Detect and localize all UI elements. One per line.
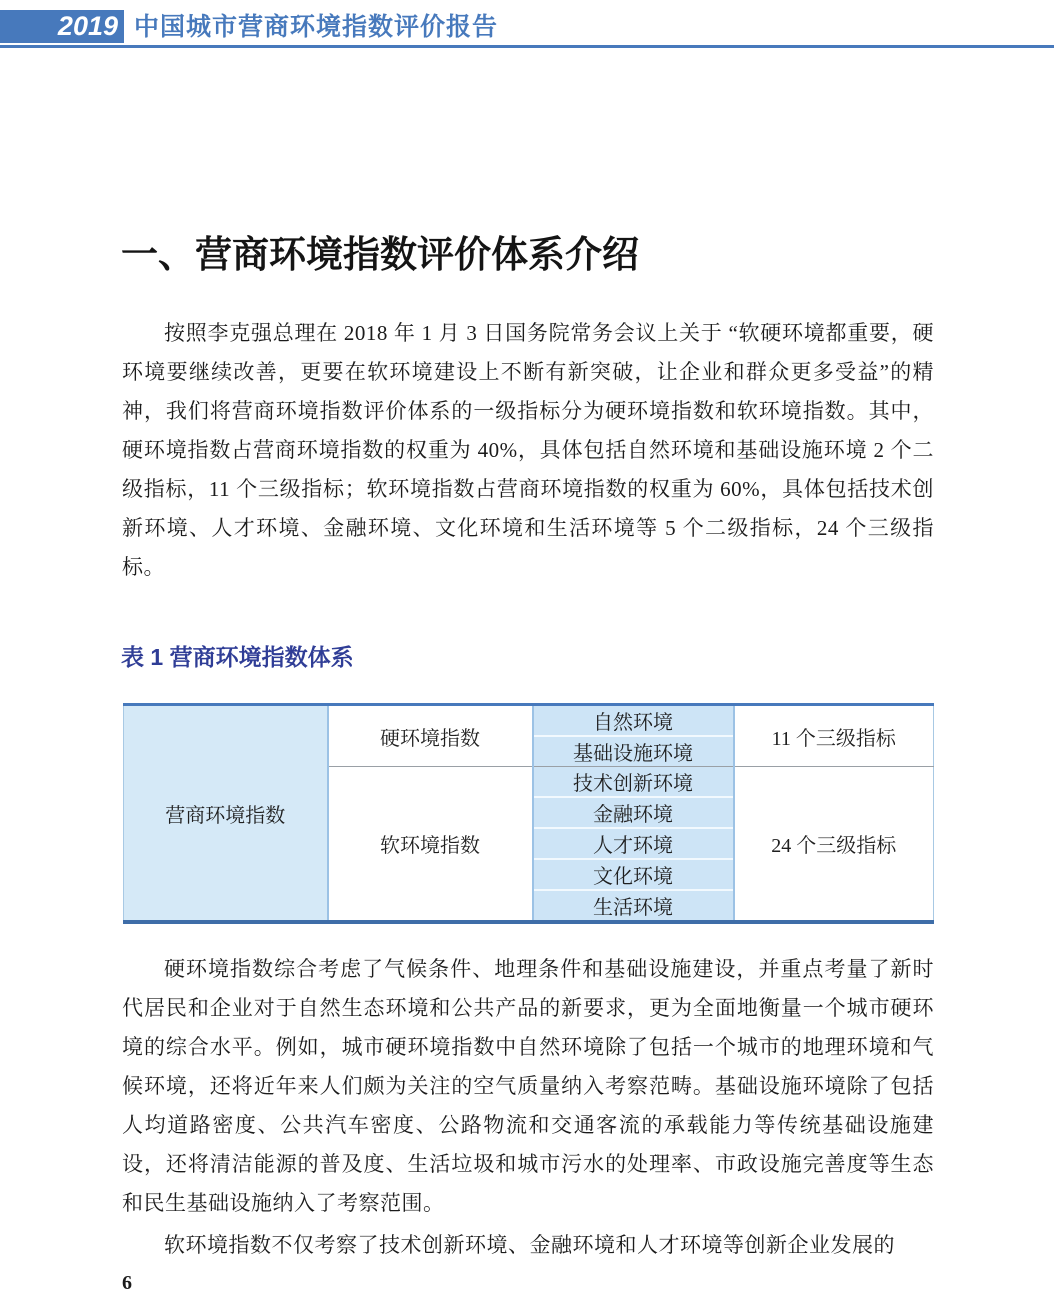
index-system-table (123, 703, 934, 924)
report-year: 2019 (57, 11, 118, 41)
table-cell-business-env-index: 营商环境指数 (124, 705, 328, 923)
table-cell-finance-env: 金融环境 (533, 797, 734, 828)
table-cell-soft-note: 24 个三级指标 (734, 767, 934, 923)
table-caption: 表 1 营商环境指数体系 (121, 644, 354, 670)
table-cell-hard-env-index: 硬环境指数 (328, 705, 533, 767)
table-row (124, 705, 934, 737)
table-cell-soft-env-index: 软环境指数 (328, 767, 533, 923)
table-cell-life-env: 生活环境 (533, 890, 734, 922)
table-cell-hard-note: 11 个三级指标 (734, 705, 934, 767)
table-cell-infrastructure-env: 基础设施环境 (533, 736, 734, 767)
table-cell-tech-innovation-env: 技术创新环境 (533, 767, 734, 798)
table-cell-culture-env: 文化环境 (533, 859, 734, 890)
paragraph-soft-env: 软环境指数不仅考察了技术创新环境、金融环境和人才环境等创新企业发展的 (164, 1233, 895, 1257)
page-number: 6 (122, 1272, 132, 1294)
section-title: 一、营商环境指数评价体系介绍 (121, 234, 639, 275)
report-year-badge (0, 10, 124, 43)
paragraph-hard-env: 硬环境指数综合考虑了气候条件、地理条件和基础设施建设，并重点考量了新时代居民和企业对于自然生态环境和公共产品的新要求，更为全面地衡量一个城市硬环境的综合水平。例如，城市硬环境指数中自然环境除了包括一个城市的地理环境和气候环境，还将近年来人们颇为关注的空气质量纳入考察范畴。基础设施环境除了包括人均道路密度、公共汽车密度、公路物流和交通客流的承载能力等传统基础设施建设，还将清洁能源的普及度、生活垃圾和城市污水的处理率、市政设施完善度等生态和民生基础设施纳入了考察范围。 (122, 957, 934, 1215)
paragraph-intro: 按照李克强总理在 2018 年 1 月 3 日国务院常务会议上关于 “软硬环境都重要，硬环境要继续改善，更要在软环境建设上不断有新突破，让企业和群众更多受益”的精神，我们将营商环境指数评价体系的一级指标分为硬环境指数和软环境指数。其中，硬环境指数占营商环境指数的权重为 40%，具体包括自然环境和基础设施环境 2 个二级指标，11 个三级指标；软环境指数占营商环境指数的权重为 60%，具体包括技术创新环境、人才环境、金融环境、文化环境和生活环境等 5 个二级指标，24 个三级指标。 (122, 321, 934, 579)
table-cell-talent-env: 人才环境 (533, 828, 734, 859)
header-rule (0, 45, 1054, 48)
table-cell-natural-env: 自然环境 (533, 705, 734, 737)
report-title: 中国城市营商环境指数评价报告 (134, 13, 499, 41)
